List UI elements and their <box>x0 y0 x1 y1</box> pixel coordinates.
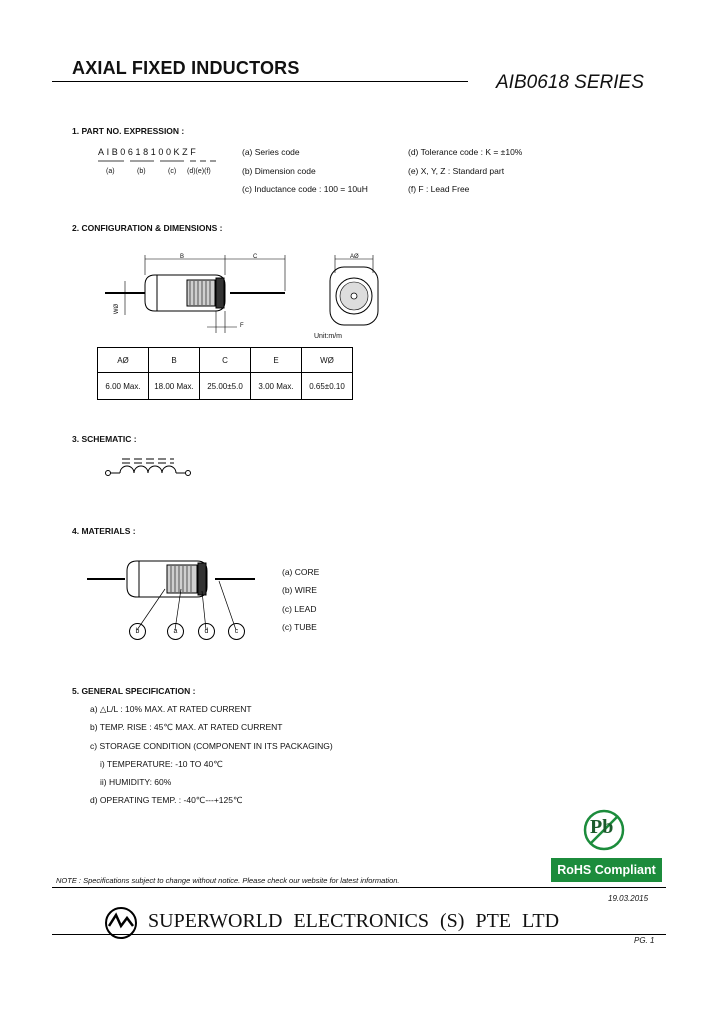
dim-label-wd: WØ <box>114 303 121 315</box>
table-header-cell: E <box>251 348 302 373</box>
callout-b: b <box>129 623 146 640</box>
material-tube: (c) TUBE <box>282 622 317 632</box>
spec-line-b: b) TEMP. RISE : 45℃ MAX. AT RATED CURRENT <box>90 722 283 732</box>
material-lead: (c) LEAD <box>282 604 317 614</box>
part-letter-a: (a) <box>106 168 115 175</box>
unit-label: Unit:m/m <box>314 333 342 340</box>
config-heading: 2. CONFIGURATION & DIMENSIONS : <box>72 223 223 233</box>
table-header-cell: WØ <box>302 348 353 373</box>
general-heading: 5. GENERAL SPECIFICATION : <box>72 686 196 696</box>
lead-free-label: Pb <box>590 816 614 838</box>
company-divider <box>52 934 666 935</box>
dim-label-b: B <box>180 254 185 260</box>
material-wire: (b) WIRE <box>282 585 317 595</box>
def-e: (e) X, Y, Z : Standard part <box>408 166 505 176</box>
dim-label-c: C <box>253 254 258 260</box>
callout-c: c <box>228 623 245 640</box>
table-cell: 6.00 Max. <box>98 373 149 400</box>
spec-line-c-i: i) TEMPERATURE: -10 TO 40℃ <box>100 759 223 769</box>
dim-label-ad: AØ <box>350 254 359 260</box>
materials-heading: 4. MATERIALS : <box>72 526 136 536</box>
company-name: SUPERWORLD ELECTRONICS (S) PTE LTD <box>148 910 560 932</box>
table-cell: 25.00±5.0 <box>200 373 251 400</box>
part-letter-c: (c) <box>168 168 177 175</box>
def-b: (b) Dimension code <box>242 166 316 176</box>
def-c: (c) Inductance code : 100 = 10uH <box>242 184 368 194</box>
table-cell: 18.00 Max. <box>149 373 200 400</box>
page-number: PG. 1 <box>634 936 655 945</box>
rohs-badge: RoHS Compliant <box>551 858 662 882</box>
material-core: (a) CORE <box>282 567 320 577</box>
part-no-underlines <box>96 158 221 164</box>
footer-note: NOTE : Specifications subject to change without notice. Please check our website for latest information. <box>56 876 400 885</box>
table-row <box>98 348 353 373</box>
def-f: (f) F : Lead Free <box>408 184 470 194</box>
revision-date: 19.03.2015 <box>608 894 649 903</box>
def-a: (a) Series code <box>242 147 300 157</box>
table-header-cell: C <box>200 348 251 373</box>
callout-d: d <box>198 623 215 640</box>
header-divider <box>52 81 468 82</box>
part-letter-def: (d)(e)(f) <box>187 168 211 175</box>
page-title: AXIAL FIXED INDUCTORS <box>72 58 300 78</box>
footer-divider <box>52 887 666 888</box>
part-no-code: AIB0618100KZF <box>98 147 199 157</box>
table-header-cell: AØ <box>98 348 149 373</box>
schematic-heading: 3. SCHEMATIC : <box>72 434 137 444</box>
spec-line-c-ii: ii) HUMIDITY: 60% <box>100 777 172 787</box>
inductor-symbol <box>104 455 194 485</box>
part-letter-b: (b) <box>137 168 146 175</box>
dimension-table <box>97 347 353 400</box>
table-cell: 0.65±0.10 <box>302 373 353 400</box>
def-d: (d) Tolerance code : K = ±10% <box>408 147 523 157</box>
table-cell: 3.00 Max. <box>251 373 302 400</box>
spec-line-d: d) OPERATING TEMP. : -40℃---+125℃ <box>90 795 243 805</box>
part-no-heading: 1. PART NO. EXPRESSION : <box>72 126 185 136</box>
table-header-cell: B <box>149 348 200 373</box>
series-title: AIB0618 SERIES <box>496 72 644 93</box>
spec-line-a: a) △L/L : 10% MAX. AT RATED CURRENT <box>90 704 252 714</box>
table-row <box>98 373 353 400</box>
callout-a: a <box>167 623 184 640</box>
dim-label-f: F <box>240 323 244 329</box>
spec-line-c: c) STORAGE CONDITION (COMPONENT IN ITS PACKAGING) <box>90 741 333 751</box>
